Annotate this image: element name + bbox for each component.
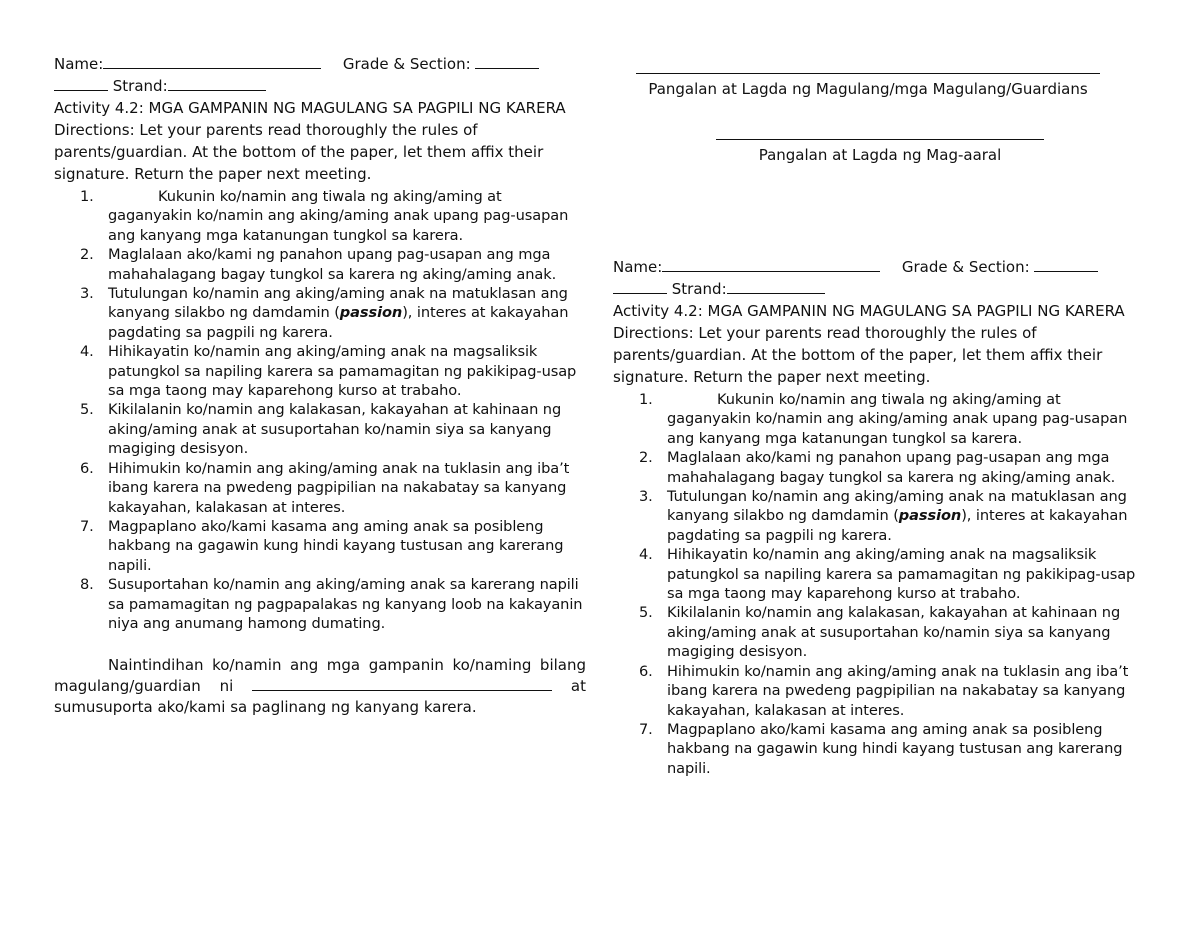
rule-item: [54, 575, 586, 633]
name-grade-row: [54, 53, 586, 75]
parent-signature-label: Pangalan at Lagda ng Magulang/mga Magulang/Guardians: [648, 80, 1088, 98]
closing-statement: [54, 655, 586, 718]
rule-item: [613, 545, 1143, 603]
rule-number: 4.: [80, 343, 94, 361]
strand-blank[interactable]: [168, 76, 266, 91]
rule-text: Magpaplano ako/kami kasama ang aming anak sa posibleng hakbang na gagawin kung hindi kayang tustusan ang karerang napili.: [108, 517, 564, 574]
rule-item: [613, 662, 1143, 720]
rule-text: Hihikayatin ko/namin ang aking/aming anak na magsaliksik patungkol sa napiling karera sa pamamagitan ng pakikipag-usap sa mga taong may kaparehong kurso at trabaho.: [667, 546, 1136, 603]
rule-item: [613, 720, 1143, 778]
rule-number: 5.: [639, 604, 653, 622]
strand-blank[interactable]: [727, 279, 825, 294]
rule-text: Magpaplano ako/kami kasama ang aming anak sa posibleng hakbang na gagawin kung hindi kayang tustusan ang karerang napili.: [667, 720, 1123, 777]
rule-text: Tutulungan ko/namin ang aking/aming anak na matuklasan ang kanyang silakbo ng damdamin (: [108, 285, 568, 322]
child-name-blank[interactable]: [252, 676, 552, 691]
right-form: [613, 256, 1143, 778]
strand-pre-blank[interactable]: [613, 279, 667, 294]
activity-title: Activity 4.2: MGA GAMPANIN NG MAGULANG SA PAGPILI NG KARERA: [54, 99, 566, 117]
rule-text: Kukunin ko/namin ang tiwala ng aking/aming at gaganyakin ko/namin ang aking/aming anak upang pag-usapan ang kanyang mga katanungan tungkol sa karera.: [667, 391, 1128, 447]
rule-item: [54, 245, 586, 284]
rule-number: 7.: [639, 720, 653, 738]
rule-text: ), interes at kakayahan pagdating sa pagpili ng karera.: [667, 507, 1128, 544]
rule-text: Hihimukin ko/namin ang aking/aming anak na tuklasin ang iba’t ibang karera na pwedeng pagpipilian na nakabatay sa kanyang kakayahan, kalakasan at interes.: [667, 662, 1129, 719]
rule-number: 4.: [639, 546, 653, 564]
rule-text: Hihimukin ko/namin ang aking/aming anak na tuklasin ang iba’t ibang karera na pwedeng pagpipilian na nakabatay sa kanyang kakayahan, kalakasan at interes.: [108, 459, 570, 516]
strand-row: [54, 75, 586, 97]
grade-section-label: Grade & Section:: [901, 258, 1030, 276]
closing-text-2: at sumusuporta ako/kami sa paglinang ng kanyang karera.: [54, 677, 586, 717]
rule-item: [54, 284, 586, 342]
rule-item: [54, 342, 586, 400]
rule-number: 1.: [80, 188, 94, 205]
rule-text: Kikilalanin ko/namin ang kalakasan, kakayahan at kahinaan ng aking/aming anak at susuportahan ko/namin siya sa kanyang magiging desisyon.: [667, 604, 1121, 661]
rule-number: 3.: [80, 285, 94, 303]
strand-label: Strand:: [671, 280, 727, 298]
rule-item: [613, 487, 1143, 545]
rule-number: 6.: [639, 662, 653, 680]
parent-signature-line[interactable]: [636, 58, 1100, 74]
rule-text: Maglalaan ako/kami ng panahon upang pag-usapan ang mga mahahalagang bagay tungkol sa karera ng aking/aming anak.: [667, 449, 1116, 486]
rule-text: Hihikayatin ko/namin ang aking/aming anak na magsaliksik patungkol sa napiling karera sa pamamagitan ng pakikipag-usap sa mga taong may kaparehong kurso at trabaho.: [108, 343, 577, 400]
activity-title: Activity 4.2: MGA GAMPANIN NG MAGULANG SA PAGPILI NG KARERA: [613, 302, 1125, 320]
rule-number: 1.: [639, 391, 653, 408]
rule-text: Susuportahan ko/namin ang aking/aming anak sa karerang napili sa pamamagitan ng pagpapalakas ng kanyang loob na kakayanin niya ang anumang hamong dumating.: [108, 576, 583, 632]
rule-number: 6.: [80, 459, 94, 477]
rule-emphasis: passion: [339, 304, 403, 322]
closing-text-1: Naintindihan ko/namin ang mga gampanin ko/naming bilang magulang/guardian ni: [54, 656, 586, 696]
rule-item: [613, 448, 1143, 487]
rule-text: ), interes at kakayahan pagdating sa pagpili ng karera.: [108, 304, 569, 341]
strand-row: [613, 278, 1143, 300]
student-signature-line[interactable]: [716, 124, 1044, 140]
grade-section-blank[interactable]: [1034, 257, 1098, 272]
grade-section-blank[interactable]: [475, 54, 539, 69]
rule-item: [54, 517, 586, 575]
parent-signature-block: [626, 58, 1110, 99]
student-signature-block: [710, 124, 1050, 165]
rule-text: Kukunin ko/namin ang tiwala ng aking/aming at gaganyakin ko/namin ang aking/aming anak upang pag-usapan ang kanyang mga katanungan tungkol sa karera.: [108, 188, 569, 244]
rule-number: 2.: [80, 246, 94, 264]
rules-list: [54, 187, 586, 633]
name-blank[interactable]: [103, 54, 321, 69]
name-grade-row: [613, 256, 1143, 278]
directions: Directions: Let your parents read thoroughly the rules of parents/guardian. At the bottom of the paper, let them affix their signature. Return the paper next meeting.: [613, 324, 1103, 386]
rule-item: [54, 459, 586, 517]
rule-item: [54, 400, 586, 458]
rule-number: 8.: [80, 576, 94, 594]
strand-label: Strand:: [112, 77, 168, 95]
rule-text: Maglalaan ako/kami ng panahon upang pag-usapan ang mga mahahalagang bagay tungkol sa karera ng aking/aming anak.: [108, 246, 557, 283]
grade-section-label: Grade & Section:: [342, 55, 471, 73]
left-form: [54, 53, 586, 718]
student-signature-label: Pangalan at Lagda ng Mag-aaral: [758, 146, 1002, 164]
rule-emphasis: passion: [898, 507, 962, 525]
directions: Directions: Let your parents read thoroughly the rules of parents/guardian. At the bottom of the paper, let them affix their signature. Return the paper next meeting.: [54, 121, 544, 183]
rule-number: 3.: [639, 488, 653, 506]
name-blank[interactable]: [662, 257, 880, 272]
rule-number: 7.: [80, 517, 94, 535]
name-label: Name:: [613, 258, 663, 276]
rules-list: [613, 390, 1143, 778]
rule-number: 5.: [80, 401, 94, 419]
strand-pre-blank[interactable]: [54, 76, 108, 91]
name-label: Name:: [54, 55, 104, 73]
rule-text: Kikilalanin ko/namin ang kalakasan, kakayahan at kahinaan ng aking/aming anak at susuportahan ko/namin siya sa kanyang magiging desisyon.: [108, 401, 562, 458]
rule-text: Tutulungan ko/namin ang aking/aming anak na matuklasan ang kanyang silakbo ng damdamin (: [667, 488, 1127, 525]
rule-item: [613, 390, 1143, 448]
rule-item: [613, 603, 1143, 661]
rule-item: [54, 187, 586, 245]
rule-number: 2.: [639, 449, 653, 467]
